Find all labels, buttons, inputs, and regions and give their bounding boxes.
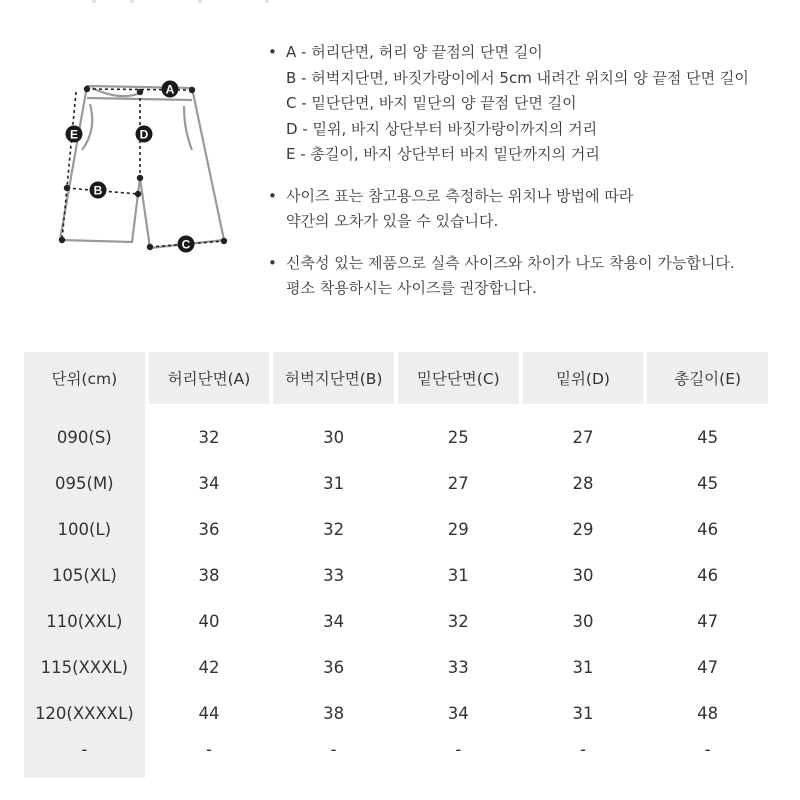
cell-value: 40 (198, 611, 220, 631)
marker-c-label: C (181, 237, 191, 252)
size-label: 090(S) (24, 414, 145, 460)
note-text: B - 허벅지단면, 바짓가랑이에서 5cm 내려간 위치의 양 끝점 단면 길이 (286, 68, 749, 87)
cell-value: 45 (697, 473, 719, 493)
cell-value: 30 (572, 611, 594, 631)
cell-value: 36 (198, 519, 220, 539)
size-table (20, 352, 772, 778)
cell-value: - (330, 740, 337, 759)
size-label: 110(XXL) (24, 598, 145, 644)
note-text: C - 밑단단면, 바지 밑단의 양 끝점 단면 길이 (286, 94, 577, 112)
cell-value: - (579, 740, 586, 759)
marker-e-label: E (69, 127, 79, 142)
cell-value: 34 (198, 473, 220, 493)
bullet: • (268, 253, 277, 272)
note-line (268, 142, 788, 168)
cell-value: 31 (572, 703, 594, 723)
cell-value: 36 (323, 657, 345, 677)
note-group-definitions (268, 40, 788, 168)
size-label: 120(XXXXL) (24, 690, 145, 736)
cell-value: 29 (447, 519, 469, 539)
cell-value: 47 (697, 657, 719, 677)
marker-a-label: A (165, 82, 175, 97)
cell-value: 27 (447, 473, 469, 493)
cell-value: 31 (572, 657, 594, 677)
table-row (24, 644, 768, 690)
note-text: 평소 착용하시는 사이즈를 권장합니다. (286, 279, 537, 297)
marker-a (162, 81, 179, 98)
cell-value: 30 (323, 427, 345, 447)
cell-value: 42 (198, 657, 220, 677)
table-header-row (24, 352, 768, 404)
note-line (268, 91, 788, 117)
marker-d-label: D (139, 127, 149, 142)
table-row (24, 690, 768, 736)
cell-value: 45 (697, 427, 719, 447)
marker-d (136, 126, 153, 143)
table-row (24, 506, 768, 552)
note-line (268, 276, 788, 302)
note-line (268, 40, 788, 66)
header-thigh: 허벅지단면(B) (273, 352, 394, 404)
cell-value: 30 (572, 565, 594, 585)
cell-value: 32 (198, 427, 220, 447)
note-line (268, 184, 788, 210)
note-text: 사이즈 표는 참고용으로 측정하는 위치나 방법에 따라 (286, 186, 634, 205)
top-divider-tick (265, 0, 269, 3)
size-label: 105(XL) (24, 552, 145, 598)
cell-value: 38 (198, 565, 220, 585)
note-text: 약간의 오차가 있을 수 있습니다. (286, 212, 499, 230)
cell-value: 33 (447, 657, 469, 677)
table-row (24, 414, 768, 460)
cell-value: 48 (697, 703, 719, 723)
cell-value: 34 (447, 703, 469, 723)
header-unit: 단위(cm) (24, 352, 145, 404)
note-text: E - 총길이, 바지 상단부터 바지 밑단까지의 거리 (286, 145, 600, 163)
note-line (268, 66, 788, 92)
cell-value: 44 (198, 703, 220, 723)
shorts-outline (60, 86, 224, 248)
note-group-reference (268, 184, 788, 235)
cell-value: 29 (572, 519, 594, 539)
size-label: 115(XXXL) (24, 644, 145, 690)
cell-value: 38 (323, 703, 345, 723)
top-divider-tick (130, 0, 134, 3)
table-row (24, 598, 768, 644)
note-group-stretch (268, 251, 788, 302)
table-row (24, 736, 768, 778)
note-line (268, 117, 788, 143)
cell-value: - (206, 740, 212, 759)
cell-value: 28 (572, 473, 594, 493)
table-row (24, 552, 768, 598)
cell-value: - (704, 740, 711, 759)
top-divider-tick (198, 0, 202, 3)
cell-value: 32 (447, 611, 469, 631)
marker-b-label: B (93, 183, 103, 198)
note-text: A - 허리단면, 허리 양 끝점의 단면 길이 (286, 43, 543, 61)
marker-b (90, 182, 107, 199)
measure-endpoints (59, 86, 227, 250)
table-row (24, 460, 768, 506)
bullet: • (268, 43, 277, 61)
cell-value: 34 (323, 611, 345, 631)
header-hem: 밑단단면(C) (398, 352, 519, 404)
cell-value: 32 (323, 519, 345, 539)
top-divider-tick (92, 0, 96, 3)
cell-value: - (455, 740, 462, 759)
note-text: 신축성 있는 제품으로 실측 사이즈와 차이가 나도 착용이 가능합니다. (286, 253, 735, 272)
measurement-notes (268, 40, 788, 318)
size-label: 100(L) (24, 506, 145, 552)
note-line (268, 251, 788, 277)
marker-c (178, 236, 195, 253)
cell-value: 25 (447, 427, 469, 447)
note-line (268, 209, 788, 235)
header-waist: 허리단면(A) (149, 352, 270, 404)
cell-value: 47 (697, 611, 719, 631)
header-total-length: 총길이(E) (647, 352, 768, 404)
measure-lines (62, 89, 224, 247)
size-label: 095(M) (24, 460, 145, 506)
cell-value: 46 (697, 565, 719, 585)
cell-value: 33 (323, 565, 345, 585)
cell-value: 31 (447, 565, 469, 585)
marker-e (66, 126, 83, 143)
header-rise: 밑위(D) (523, 352, 644, 404)
size-label: - (24, 736, 145, 778)
cell-value: 46 (697, 519, 719, 539)
shorts-measurement-diagram (52, 70, 232, 260)
bullet: • (268, 186, 277, 205)
cell-value: 31 (323, 473, 345, 493)
cell-value: 27 (572, 427, 594, 447)
note-text: D - 밑위, 바지 상단부터 바짓가랑이까지의 거리 (286, 119, 598, 138)
table-spacer-row (24, 404, 768, 414)
